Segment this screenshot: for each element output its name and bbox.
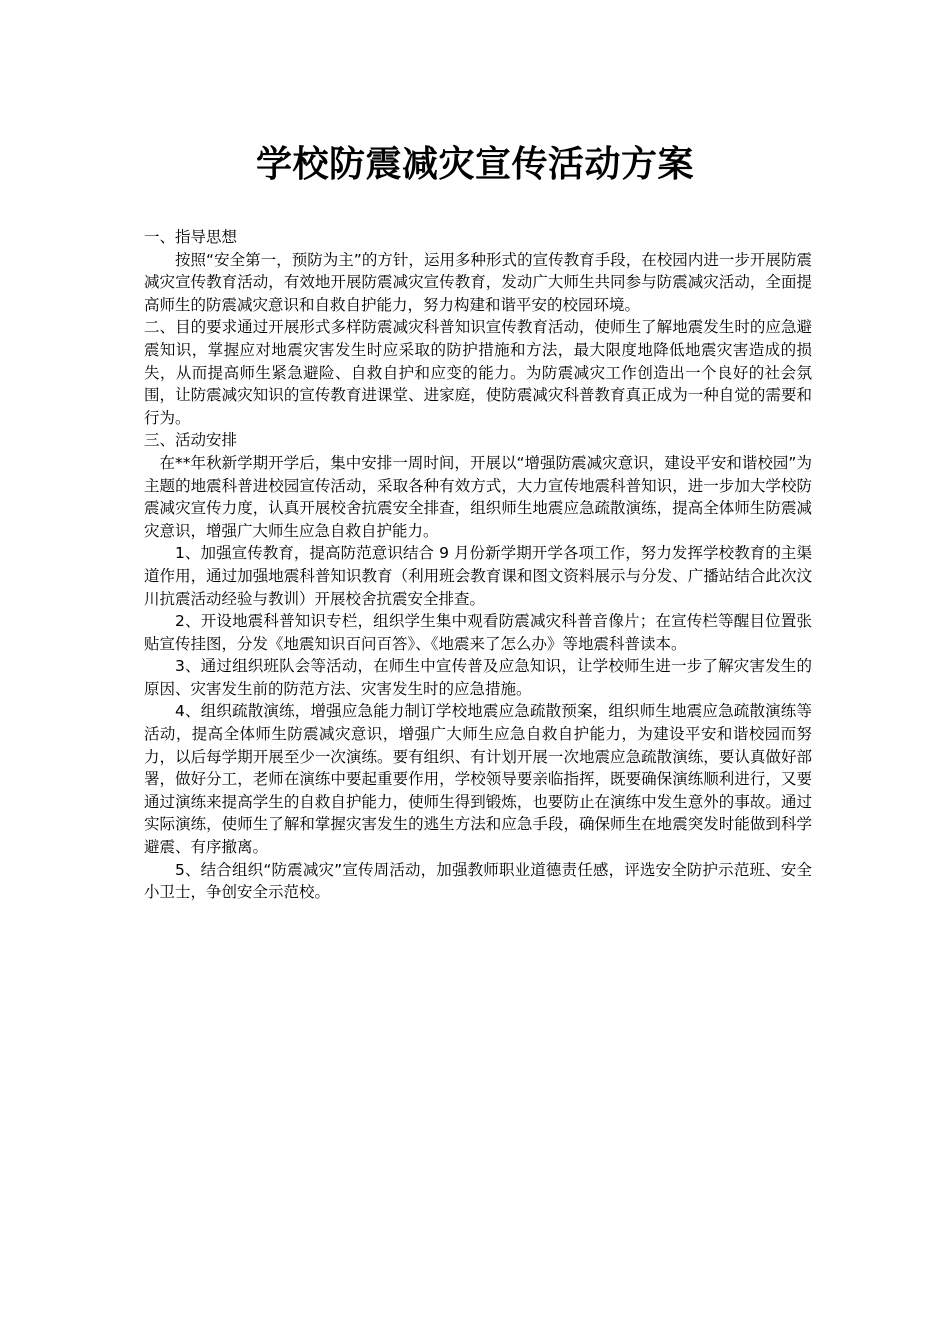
activity-item-1: 1、加强宣传教育，提高防范意识结合 9 月份新学期开学各项工作，努力发挥学校教育的主渠道作用，通过加强地震科普知识教育（利用班会教育课和图文资料展示与分发、广播站结合此次汶川抗震活动经验与教训）开展校舍抗震安全排查。	[144, 544, 812, 608]
section-heading-activity-arrangement: 三、活动安排	[144, 431, 238, 450]
document-body	[144, 226, 812, 904]
section-heading-guiding-thought: 一、指导思想	[144, 228, 238, 246]
activity-item-2: 2、开设地震科普知识专栏，组织学生集中观看防震减灾科普音像片；在宣传栏等醒目位置张贴宣传挂图，分发《地震知识百问百答》、《地震来了怎么办》等地震科普读本。	[144, 612, 812, 653]
guiding-thought-paragraph: 按照“安全第一，预防为主”的方针，运用多种形式的宣传教育手段，在校园内进一步开展防震减灾宣传教育活动，有效地开展防震减灾宣传教育，发动广大师生共同参与防震减灾活动，全面提高师生的防震减灾意识和自救自护能力，努力构建和谐平安的校园环境。	[144, 250, 812, 314]
activity-intro-paragraph: 在**年秋新学期开学后，集中安排一周时间，开展以“增强防震减灾意识，建设平安和谐校园”为主题的地震科普进校园宣传活动，采取各种有效方式，大力宣传地震科普知识，进一步加大学校防震减灾宣传力度，认真开展校舍抗震安全排查，组织师生地震应急疏散演练，提高全体师生防震减灾意识，增强广大师生应急自救自护能力。	[144, 453, 812, 540]
purpose-requirements-paragraph: 二、目的要求通过开展形式多样防震减灾科普知识宣传教育活动，使师生了解地震发生时的应急避震知识，掌握应对地震灾害发生时应采取的防护措施和方法，最大限度地降低地震灾害造成的损失，从而提高师生紧急避险、自救自护和应变的能力。为防震减灾工作创造出一个良好的社会氛围，让防震减灾知识的宣传教育进课堂、进家庭，使防震减灾科普教育真正成为一种自觉的需要和行为。	[144, 318, 812, 427]
activity-item-3: 3、通过组织班队会等活动，在师生中宣传普及应急知识，让学校师生进一步了解灾害发生的原因、灾害发生前的防范方法、灾害发生时的应急措施。	[144, 657, 812, 698]
activity-item-4: 4、组织疏散演练，增强应急能力制订学校地震应急疏散预案，组织师生地震应急疏散演练等活动，提高全体师生防震减灾意识，增强广大师生应急自救自护能力，为建设平安和谐校园而努力，以后每学期开展至少一次演练。要有组织、有计划开展一次地震应急疏散演练，要认真做好部署，做好分工，老师在演练中要起重要作用，学校领导要亲临指挥，既要确保演练顺利进行，又要通过演练来提高学生的自救自护能力，使师生得到锻炼，也要防止在演练中发生意外的事故。通过实际演练，使师生了解和掌握灾害发生的逃生方法和应急手段，确保师生在地震突发时能做到科学避震、有序撤离。	[144, 702, 812, 857]
document-title: 学校防震减灾宣传活动方案	[255, 144, 694, 185]
activity-item-5: 5、结合组织“防震减灾”宣传周活动，加强教师职业道德责任感，评选安全防护示范班、安全小卫士，争创安全示范校。	[144, 860, 812, 902]
